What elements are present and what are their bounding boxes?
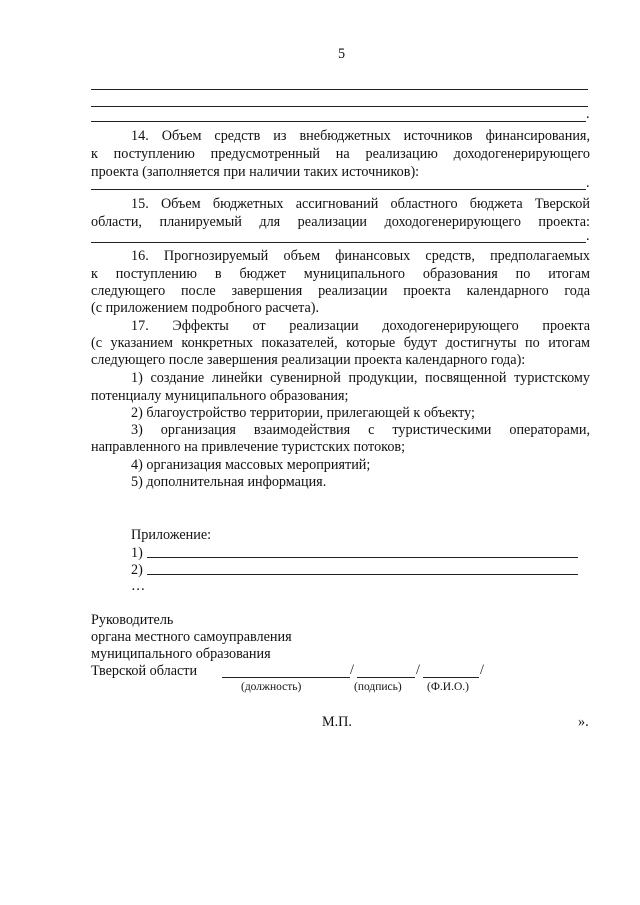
item-14-line: к поступлению предусмотренный на реализацию доходогенерирующего <box>91 146 590 162</box>
stamp-place: М.П. <box>322 714 352 730</box>
appendix-item-number: 1) <box>131 545 143 561</box>
item-17-subitem: 5) дополнительная информация. <box>131 474 327 490</box>
position-caption: (должность) <box>241 681 302 693</box>
item-14-line: 14. Объем средств из внебюджетных источников финансирования, <box>131 128 590 144</box>
fill-line <box>91 89 588 90</box>
fill-line <box>91 189 586 190</box>
item-16-line: 16. Прогнозируемый объем финансовых средств, предполагаемых <box>131 248 590 264</box>
item-16-line: к поступлению в бюджет муниципального образования по итогам <box>91 266 590 282</box>
fill-line <box>91 121 586 122</box>
item-17-line: следующего после завершения реализации проекта календарного года): <box>91 352 526 368</box>
item-16-line: (с приложением подробного расчета). <box>91 300 320 316</box>
item-15-line: 15. Объем бюджетных ассигнований областного бюджета Тверской <box>131 196 590 212</box>
signature-title-line: Руководитель <box>91 612 174 628</box>
appendix-fill-line <box>147 557 578 558</box>
name-fill-line <box>423 677 479 678</box>
item-17-subitem: 1) создание линейки сувенирной продукции, посвященной туристскому <box>131 370 590 386</box>
appendix-fill-line <box>147 574 578 575</box>
item-17-subitem: потенциалу муниципального образования; <box>91 388 349 404</box>
line-end-dot: . <box>586 106 590 122</box>
field-separator: / <box>480 662 484 678</box>
name-caption: (Ф.И.О.) <box>427 681 469 693</box>
page-number: 5 <box>338 46 346 62</box>
fill-line <box>91 106 588 107</box>
signature-title-line: органа местного самоуправления <box>91 629 292 645</box>
signature-title-line: муниципального образования <box>91 646 271 662</box>
item-15-line: области, планируемый для реализации доходогенерирующего проекта: <box>91 214 590 230</box>
item-16-line: следующего после завершения реализации проекта календарного года <box>91 283 590 299</box>
line-end-dot: . <box>586 228 590 244</box>
item-17-subitem: 4) организация массовых мероприятий; <box>131 457 371 473</box>
signature-title-line: Тверской области <box>91 663 198 679</box>
signature-fill-line <box>357 677 415 678</box>
item-14-line: проекта (заполняется при наличии таких источников): <box>91 164 420 180</box>
item-17-line: 17. Эффекты от реализации доходогенерирующего проекта <box>131 318 590 334</box>
signature-caption: (подпись) <box>354 681 402 693</box>
fill-line <box>91 242 586 243</box>
appendix-title: Приложение: <box>131 527 212 543</box>
item-17-subitem: 3) организация взаимодействия с туристическими операторами, <box>131 422 590 438</box>
field-separator: / <box>416 662 420 678</box>
appendix-ellipsis: … <box>131 578 146 594</box>
field-separator: / <box>350 662 354 678</box>
item-17-line: (с указанием конкретных показателей, которые будут достигнуты по итогам <box>91 335 590 351</box>
closing-quote: ». <box>578 714 589 730</box>
appendix-item-number: 2) <box>131 562 143 578</box>
item-17-subitem: направленного на привлечение туристских потоков; <box>91 439 406 455</box>
line-end-dot: . <box>586 175 590 191</box>
position-fill-line <box>222 677 350 678</box>
item-17-subitem: 2) благоустройство территории, прилегающей к объекту; <box>131 405 475 421</box>
